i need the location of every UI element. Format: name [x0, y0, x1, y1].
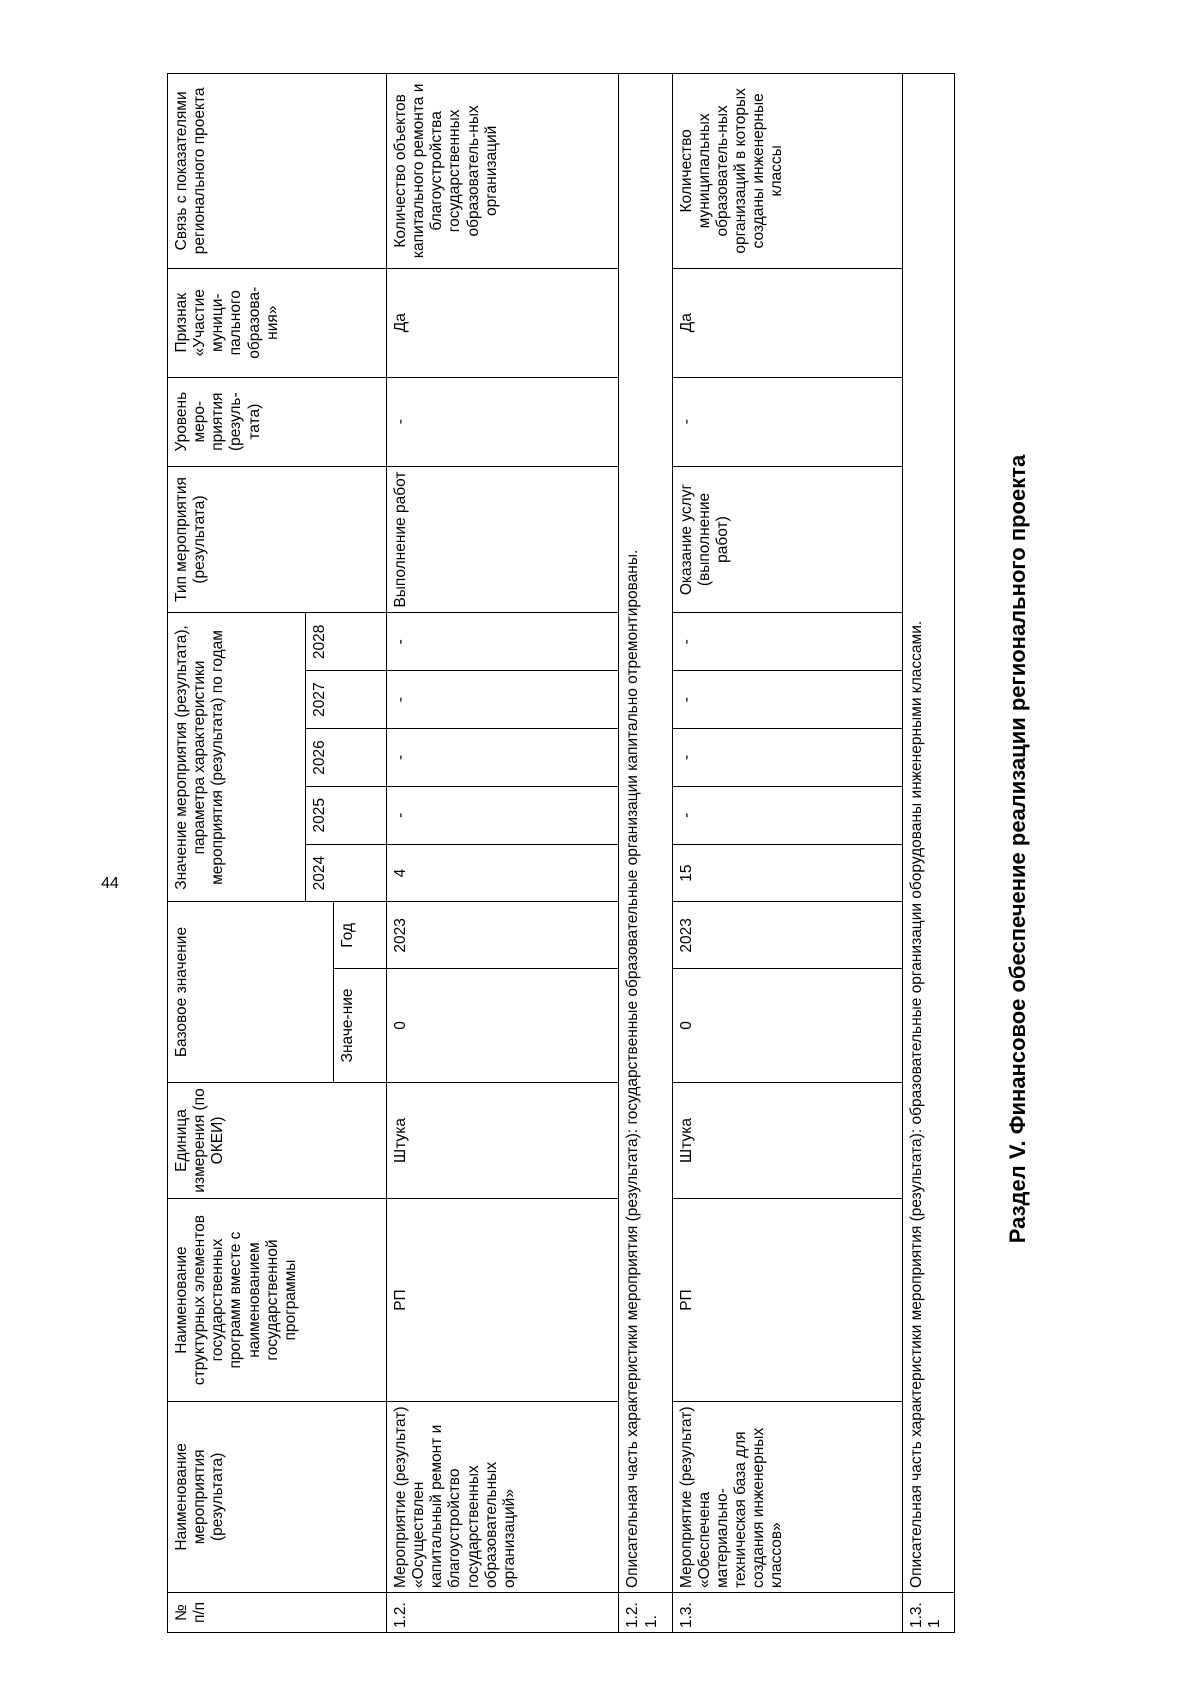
row-value-2026: -	[387, 729, 619, 787]
row-value-2026: -	[672, 729, 902, 787]
description-row	[619, 74, 672, 1633]
description-num: 1.3.1	[902, 1592, 954, 1632]
header-row-1	[168, 74, 306, 1633]
row-struct: РП	[387, 1199, 619, 1401]
header-unit: Единица измерения (по ОКЕИ)	[168, 1082, 387, 1199]
row-type: Выполнение работ	[387, 466, 619, 613]
header-year-2025: 2025	[306, 786, 387, 844]
row-type: Оказание услуг (выполнение работ)	[672, 466, 902, 613]
row-name: Мероприятие (результат) «Осуществлен капитальный ремонт и благоустройство государственных образовательных организаций»	[387, 1401, 619, 1592]
header-base-year: Год	[333, 902, 386, 969]
header-link: Связь с показателями регионального проекта	[168, 74, 387, 269]
row-value-2024: 4	[387, 844, 619, 902]
header-base-value: Значе-ние	[333, 969, 386, 1082]
header-level: Уровень меро-приятия (резуль-тата)	[168, 377, 387, 466]
row-struct: РП	[672, 1199, 902, 1401]
header-values: Значение мероприятия (результата), параметра характеристики мероприятия (результата) по годам	[168, 613, 306, 902]
row-link: Количество объектов капитального ремонта и благоустройства государственных образователь-ных организаций	[387, 74, 619, 269]
header-struct: Наименование структурных элементов государственных программ вместе с наименованием государственной программы	[168, 1199, 387, 1401]
row-base-year: 2023	[672, 902, 902, 969]
section-title: Раздел V. Финансовое обеспечение реализации регионального проекта	[1005, 454, 1030, 1244]
row-municipal: Да	[672, 268, 902, 377]
row-value-2025: -	[672, 786, 902, 844]
row-base-value: 0	[387, 969, 619, 1082]
row-municipal: Да	[387, 268, 619, 377]
description-row	[902, 74, 954, 1633]
row-unit: Штука	[672, 1082, 902, 1199]
header-municipal: Признак «Участие муници-пального образова-ния»	[168, 268, 387, 377]
row-value-2025: -	[387, 786, 619, 844]
row-level: -	[387, 377, 619, 466]
header-name: Наименование мероприятия (результата)	[168, 1401, 387, 1592]
results-table	[167, 73, 955, 1633]
row-value-2024: 15	[672, 844, 902, 902]
row-num: 1.2.	[387, 1592, 619, 1632]
description-text: Описательная часть характеристики мероприятия (результата): государственные образовательные организации капитально отремонтированы.	[619, 74, 672, 1593]
row-value-2027: -	[387, 671, 619, 729]
page-number: 44	[101, 875, 119, 892]
header-year-2026: 2026	[306, 729, 387, 787]
table-row	[672, 74, 902, 1633]
header-num: № п/п	[168, 1592, 387, 1632]
row-level: -	[672, 377, 902, 466]
header-year-2028: 2028	[306, 613, 387, 671]
row-link: Количество муниципальных образователь-ных организаций в которых созданы инженерные классы	[672, 74, 902, 269]
header-type: Тип мероприятия (результата)	[168, 466, 387, 613]
table-row	[387, 74, 619, 1633]
row-value-2027: -	[672, 671, 902, 729]
description-text: Описательная часть характеристики мероприятия (результата): образовательные организации оборудованы инженерными классами.	[902, 74, 954, 1593]
row-value-2028: -	[672, 613, 902, 671]
row-base-year: 2023	[387, 902, 619, 969]
header-base: Базовое значение	[168, 902, 334, 1082]
row-base-value: 0	[672, 969, 902, 1082]
header-year-2024: 2024	[306, 844, 387, 902]
row-value-2028: -	[387, 613, 619, 671]
description-num: 1.2.1.	[619, 1592, 672, 1632]
row-unit: Штука	[387, 1082, 619, 1199]
row-name: Мероприятие (результат) «Обеспечена материально-техническая база для создания инженерных классов»	[672, 1401, 902, 1592]
row-num: 1.3.	[672, 1592, 902, 1632]
header-year-2027: 2027	[306, 671, 387, 729]
